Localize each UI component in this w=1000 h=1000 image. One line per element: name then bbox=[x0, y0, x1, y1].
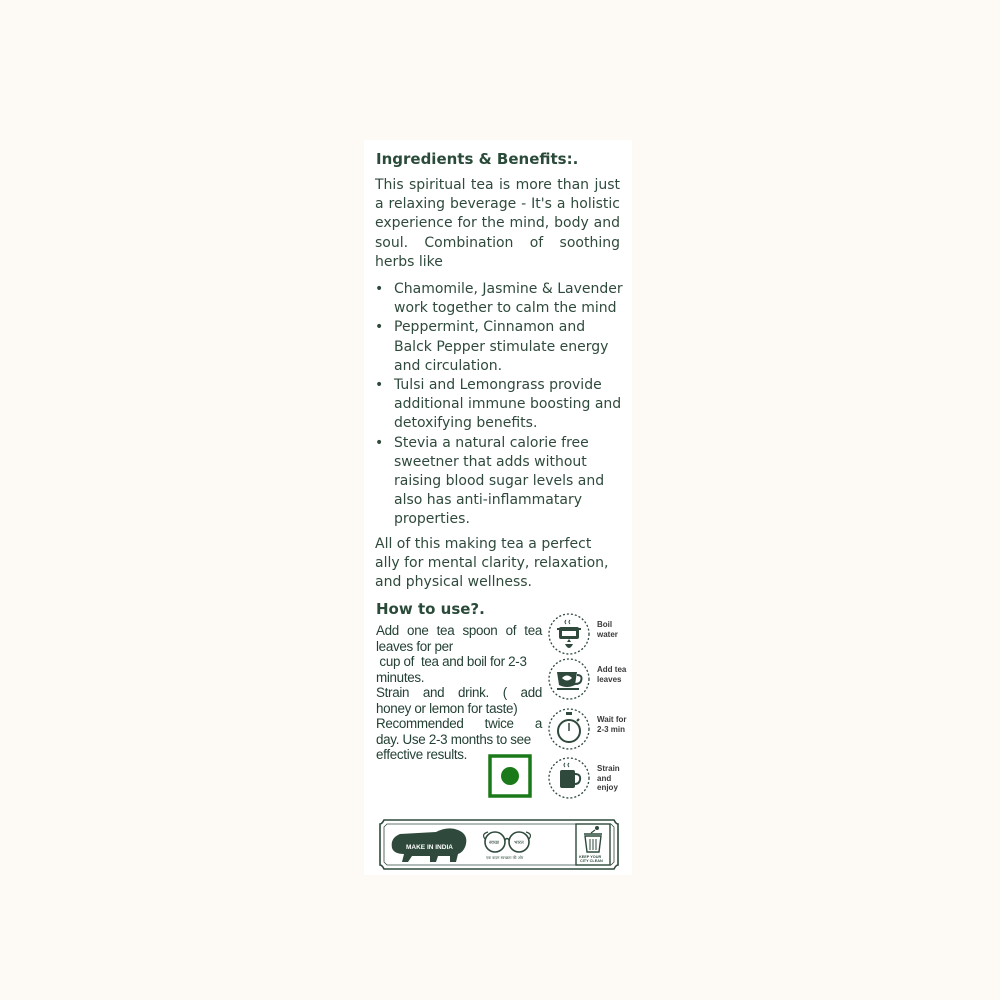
swachh-right-text: भारत bbox=[514, 840, 524, 846]
list-item: • Peppermint, Cinnamon and Balck Pepper stimulate energy and circulation. bbox=[375, 318, 625, 376]
instruction-line: leaves for per bbox=[376, 638, 453, 654]
step-label: Boil water bbox=[597, 620, 618, 639]
keep-city-clean-icon bbox=[576, 824, 610, 865]
benefits-list bbox=[375, 280, 625, 530]
ingredients-conclusion: All of this making tea a perfect ally for mental clarity, relaxation, and physical wellness. bbox=[375, 536, 609, 591]
step-label: Add tea leaves bbox=[597, 665, 627, 684]
certification-strip bbox=[378, 818, 620, 871]
ingredients-heading: Ingredients & Benefits:. bbox=[376, 150, 579, 168]
ingredients-intro: This spiritual tea is more than just a relaxing beverage - It's a holistic experience for the mind, body and soul. Combination of soothing herbs like bbox=[375, 177, 620, 270]
vegetarian-mark-icon bbox=[488, 754, 532, 798]
instruction-line: Recommended twice a bbox=[376, 716, 542, 731]
instruction-line: Add one tea spoon of tea bbox=[376, 623, 542, 638]
make-in-india-text: MAKE IN INDIA bbox=[406, 844, 453, 851]
city-clean-text-1: KEEP YOUR bbox=[579, 855, 602, 859]
instruction-line: minutes. bbox=[376, 669, 425, 685]
instruction-line: honey or lemon for taste) bbox=[376, 700, 518, 716]
swachh-left-text: स्वच्छ bbox=[489, 840, 500, 846]
make-in-india-lion-icon bbox=[392, 828, 467, 862]
swachh-bharat-glasses-icon bbox=[484, 832, 531, 860]
list-item: • Chamomile, Jasmine & Lavender work together to calm the mind bbox=[375, 280, 625, 318]
instruction-line: day. Use 2-3 months to see bbox=[376, 731, 531, 747]
list-item: • Stevia a natural calorie free sweetner that adds without raising blood sugar levels and also has anti-inflammatary properties. bbox=[375, 434, 625, 530]
mug-icon bbox=[547, 756, 591, 800]
swachh-tagline: एक कदम स्वच्छता की ओर bbox=[486, 855, 524, 860]
list-item: • Tulsi and Lemongrass provide additional immune boosting and detoxifying benefits. bbox=[375, 376, 625, 434]
city-clean-text-2: CITY CLEAN bbox=[580, 859, 603, 863]
how-to-use-heading: How to use?. bbox=[376, 600, 485, 618]
step-label: Wait for 2-3 min bbox=[597, 715, 627, 734]
how-to-use-text bbox=[376, 623, 542, 763]
instruction-line: effective results. bbox=[376, 747, 468, 762]
step-label: Strain and enjoy bbox=[597, 764, 620, 792]
instruction-line: cup of tea and boil for 2-3 bbox=[376, 654, 527, 669]
stopwatch-icon bbox=[547, 707, 591, 751]
instruction-line: Strain and drink. ( add bbox=[376, 685, 542, 700]
tea-cup-leaves-icon bbox=[547, 657, 591, 701]
boil-water-icon bbox=[547, 612, 591, 656]
